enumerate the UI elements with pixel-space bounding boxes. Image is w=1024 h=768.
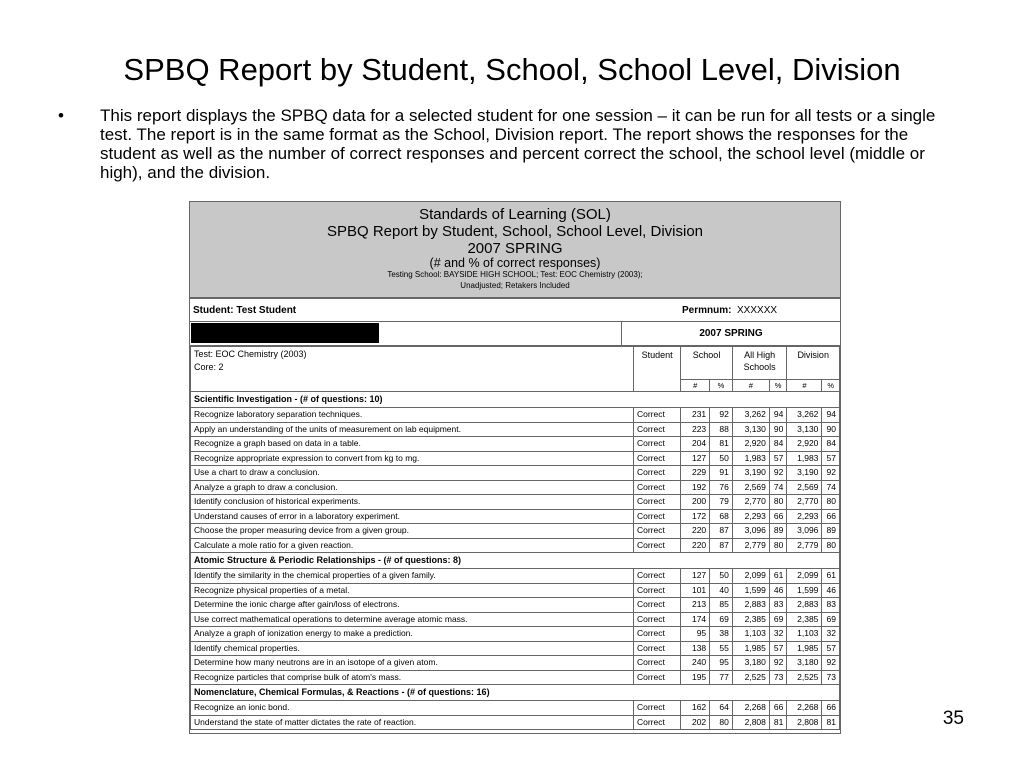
report-header-line3: 2007 SPRING [467, 240, 563, 257]
division-count: 1,985 [787, 641, 822, 656]
division-count: 2,808 [787, 715, 822, 730]
report-header-line4: (# and % of correct responses) [429, 256, 601, 270]
school-percent: 64 [710, 701, 733, 716]
permnum-label: Permnum: [682, 304, 732, 316]
allhigh-count: 1,985 [732, 641, 769, 656]
item-description: Recognize laboratory separation techniques. [191, 408, 634, 423]
division-percent: 57 [822, 451, 840, 466]
school-percent: 85 [710, 598, 733, 613]
student-bar [190, 299, 840, 322]
division-count: 3,096 [787, 524, 822, 539]
report-header [190, 202, 840, 299]
item-description: Use a chart to draw a conclusion. [191, 466, 634, 481]
school-percent: 55 [710, 641, 733, 656]
session-bar [190, 322, 840, 346]
column-header-division: Division [787, 347, 840, 380]
table-row [191, 583, 840, 598]
item-description: Recognize physical properties of a metal. [191, 583, 634, 598]
school-count: 174 [681, 612, 710, 627]
allhigh-count: 3,130 [732, 422, 769, 437]
allhigh-count: 3,096 [732, 524, 769, 539]
allhigh-count: 2,099 [732, 569, 769, 584]
allhigh-count: 2,770 [732, 495, 769, 510]
item-description: Analyze a graph of ionization energy to make a prediction. [191, 627, 634, 642]
school-count: 240 [681, 656, 710, 671]
permnum [682, 305, 777, 316]
student-response: Correct [633, 408, 680, 423]
allhigh-count: 2,779 [732, 538, 769, 553]
table-row [191, 701, 840, 716]
division-percent: 92 [822, 656, 840, 671]
allhigh-count: 2,385 [732, 612, 769, 627]
table-row [191, 641, 840, 656]
item-description: Choose the proper measuring device from a given group. [191, 524, 634, 539]
division-count: 2,099 [787, 569, 822, 584]
test-label: Test: EOC Chemistry (2003) [194, 349, 307, 359]
division-count: 1,103 [787, 627, 822, 642]
allhigh-percent: 90 [769, 422, 787, 437]
division-count: 2,569 [787, 480, 822, 495]
school-count: 202 [681, 715, 710, 730]
student-response: Correct [633, 480, 680, 495]
student-response: Correct [633, 641, 680, 656]
allhigh-percent: 57 [769, 451, 787, 466]
division-percent: 89 [822, 524, 840, 539]
allhigh-percent: 73 [769, 670, 787, 685]
student-response: Correct [633, 495, 680, 510]
column-header-student: Student [633, 347, 680, 392]
school-percent: 92 [710, 408, 733, 423]
allhigh-percent: 92 [769, 466, 787, 481]
slide-number: 35 [942, 708, 964, 729]
division-count: 2,770 [787, 495, 822, 510]
table-row [191, 598, 840, 613]
section-header-row [191, 392, 840, 408]
division-count: 1,983 [787, 451, 822, 466]
item-description: Understand causes of error in a laboratory experiment. [191, 509, 634, 524]
allhigh-count: 1,983 [732, 451, 769, 466]
division-percent: 81 [822, 715, 840, 730]
student-response: Correct [633, 569, 680, 584]
bullet-text: This report displays the SPBQ data for a selected student for one session – it can be run for all tests or a single test. The report is in the same format as the School, Division report. The report shows the responses for the student as well as the number of correct responses and percent correct the school, the school level (middle or high), and the division. [100, 106, 936, 182]
section-header-row [191, 553, 840, 569]
test-info-cell [191, 347, 634, 392]
item-description: Determine how many neutrons are in an isotope of a given atom. [191, 656, 634, 671]
bullet-paragraph [58, 106, 948, 182]
item-description: Identify chemical properties. [191, 641, 634, 656]
table-row [191, 715, 840, 730]
division-percent: 66 [822, 701, 840, 716]
section-header-row [191, 685, 840, 701]
item-description: Recognize particles that comprise bulk of atom's mass. [191, 670, 634, 685]
school-count: 223 [681, 422, 710, 437]
school-count: 204 [681, 437, 710, 452]
table-row [191, 656, 840, 671]
student-response: Correct [633, 715, 680, 730]
allhigh-percent: 69 [769, 612, 787, 627]
student-response: Correct [633, 524, 680, 539]
item-description: Understand the state of matter dictates the rate of reaction. [191, 715, 634, 730]
school-percent: 88 [710, 422, 733, 437]
division-count: 2,920 [787, 437, 822, 452]
allhigh-percent: 80 [769, 495, 787, 510]
division-percent: 66 [822, 509, 840, 524]
division-count: 3,130 [787, 422, 822, 437]
permnum-value: XXXXXX [737, 304, 778, 316]
school-percent: 87 [710, 538, 733, 553]
school-percent: 87 [710, 524, 733, 539]
report-header-line6: Unadjusted; Retakers Included [460, 281, 570, 290]
division-percent: 94 [822, 408, 840, 423]
school-percent: 81 [710, 437, 733, 452]
school-percent: 38 [710, 627, 733, 642]
table-row [191, 422, 840, 437]
subheader-school-num: # [681, 380, 710, 392]
student-response: Correct [633, 509, 680, 524]
table-row [191, 612, 840, 627]
division-count: 1,599 [787, 583, 822, 598]
division-percent: 57 [822, 641, 840, 656]
allhigh-percent: 81 [769, 715, 787, 730]
school-percent: 80 [710, 715, 733, 730]
table-row [191, 569, 840, 584]
division-percent: 90 [822, 422, 840, 437]
table-row [191, 480, 840, 495]
table-row [191, 538, 840, 553]
student-response: Correct [633, 701, 680, 716]
allhigh-count: 2,808 [732, 715, 769, 730]
school-count: 229 [681, 466, 710, 481]
division-percent: 73 [822, 670, 840, 685]
slide-title: SPBQ Report by Student, School, School Level, Division [123, 52, 901, 87]
division-count: 3,180 [787, 656, 822, 671]
student-response: Correct [633, 451, 680, 466]
school-percent: 77 [710, 670, 733, 685]
student-response: Correct [633, 437, 680, 452]
table-row [191, 437, 840, 452]
subheader-division-pct: % [822, 380, 840, 392]
allhigh-percent: 89 [769, 524, 787, 539]
table-row [191, 466, 840, 481]
section-title: Atomic Structure & Periodic Relationships - (# of questions: 8) [191, 553, 840, 569]
table-row [191, 509, 840, 524]
allhigh-count: 2,525 [732, 670, 769, 685]
school-percent: 76 [710, 480, 733, 495]
item-description: Recognize an ionic bond. [191, 701, 634, 716]
allhigh-count: 2,569 [732, 480, 769, 495]
school-count: 101 [681, 583, 710, 598]
item-description: Determine the ionic charge after gain/loss of electrons. [191, 598, 634, 613]
school-count: 220 [681, 538, 710, 553]
school-count: 220 [681, 524, 710, 539]
allhigh-count: 2,293 [732, 509, 769, 524]
school-percent: 91 [710, 466, 733, 481]
student-response: Correct [633, 466, 680, 481]
allhigh-count: 2,268 [732, 701, 769, 716]
division-count: 2,268 [787, 701, 822, 716]
item-description: Calculate a mole ratio for a given reaction. [191, 538, 634, 553]
division-percent: 84 [822, 437, 840, 452]
school-percent: 95 [710, 656, 733, 671]
division-count: 2,385 [787, 612, 822, 627]
division-count: 2,293 [787, 509, 822, 524]
school-count: 127 [681, 569, 710, 584]
allhigh-percent: 94 [769, 408, 787, 423]
allhigh-percent: 66 [769, 701, 787, 716]
item-description: Apply an understanding of the units of measurement on lab equipment. [191, 422, 634, 437]
student-label: Student: Test Student [193, 304, 297, 316]
division-count: 2,525 [787, 670, 822, 685]
allhigh-count: 1,599 [732, 583, 769, 598]
student-response: Correct [633, 598, 680, 613]
school-percent: 50 [710, 451, 733, 466]
division-count: 2,883 [787, 598, 822, 613]
column-header-all-high-schools: All High Schools [732, 347, 787, 380]
division-percent: 61 [822, 569, 840, 584]
allhigh-count: 3,190 [732, 466, 769, 481]
allhigh-percent: 84 [769, 437, 787, 452]
school-count: 195 [681, 670, 710, 685]
item-description: Recognize a graph based on data in a table. [191, 437, 634, 452]
allhigh-percent: 57 [769, 641, 787, 656]
item-description: Recognize appropriate expression to convert from kg to mg. [191, 451, 634, 466]
division-count: 3,262 [787, 408, 822, 423]
allhigh-count: 1,103 [732, 627, 769, 642]
item-description: Analyze a graph to draw a conclusion. [191, 480, 634, 495]
allhigh-count: 3,180 [732, 656, 769, 671]
student-response: Correct [633, 583, 680, 598]
allhigh-percent: 74 [769, 480, 787, 495]
allhigh-percent: 80 [769, 538, 787, 553]
subheader-school-pct: % [710, 380, 733, 392]
item-description: Identify conclusion of historical experiments. [191, 495, 634, 510]
subheader-allhigh-num: # [732, 380, 769, 392]
allhigh-percent: 61 [769, 569, 787, 584]
allhigh-percent: 46 [769, 583, 787, 598]
student-response: Correct [633, 656, 680, 671]
table-header-row [191, 347, 840, 380]
division-percent: 74 [822, 480, 840, 495]
student-response: Correct [633, 422, 680, 437]
school-count: 127 [681, 451, 710, 466]
division-count: 3,190 [787, 466, 822, 481]
bullet-marker: • [58, 106, 64, 125]
division-percent: 46 [822, 583, 840, 598]
allhigh-percent: 66 [769, 509, 787, 524]
item-description: Identify the similarity in the chemical properties of a given family. [191, 569, 634, 584]
results-table [190, 346, 840, 730]
subheader-allhigh-pct: % [769, 380, 787, 392]
report-header-line5: Testing School: BAYSIDE HIGH SCHOOL; Test: EOC Chemistry (2003); [387, 270, 643, 279]
school-percent: 50 [710, 569, 733, 584]
report-header-line1: Standards of Learning (SOL) [419, 206, 611, 223]
school-percent: 68 [710, 509, 733, 524]
student-response: Correct [633, 627, 680, 642]
division-count: 2,779 [787, 538, 822, 553]
division-percent: 83 [822, 598, 840, 613]
report-image [189, 201, 841, 734]
table-row [191, 627, 840, 642]
report-header-line2: SPBQ Report by Student, School, School Level, Division [326, 223, 704, 240]
student-response: Correct [633, 670, 680, 685]
allhigh-count: 2,883 [732, 598, 769, 613]
division-percent: 80 [822, 538, 840, 553]
school-count: 95 [681, 627, 710, 642]
allhigh-percent: 92 [769, 656, 787, 671]
school-count: 162 [681, 701, 710, 716]
column-header-school: School [681, 347, 732, 380]
division-percent: 92 [822, 466, 840, 481]
school-percent: 69 [710, 612, 733, 627]
table-row [191, 451, 840, 466]
division-percent: 32 [822, 627, 840, 642]
subheader-division-num: # [787, 380, 822, 392]
division-percent: 80 [822, 495, 840, 510]
school-count: 192 [681, 480, 710, 495]
allhigh-count: 2,920 [732, 437, 769, 452]
school-count: 200 [681, 495, 710, 510]
section-title: Nomenclature, Chemical Formulas, & Reactions - (# of questions: 16) [191, 685, 840, 701]
session-label: 2007 SPRING [621, 322, 840, 345]
school-count: 172 [681, 509, 710, 524]
school-count: 231 [681, 408, 710, 423]
redaction-box [191, 323, 379, 343]
table-row [191, 495, 840, 510]
table-row [191, 524, 840, 539]
student-response: Correct [633, 538, 680, 553]
core-label: Core: 2 [194, 362, 224, 372]
allhigh-percent: 83 [769, 598, 787, 613]
allhigh-count: 3,262 [732, 408, 769, 423]
school-count: 138 [681, 641, 710, 656]
division-percent: 69 [822, 612, 840, 627]
table-row [191, 670, 840, 685]
section-title: Scientific Investigation - (# of questions: 10) [191, 392, 840, 408]
school-count: 213 [681, 598, 710, 613]
school-percent: 40 [710, 583, 733, 598]
student-response: Correct [633, 612, 680, 627]
school-percent: 79 [710, 495, 733, 510]
allhigh-percent: 32 [769, 627, 787, 642]
table-row [191, 408, 840, 423]
item-description: Use correct mathematical operations to determine average atomic mass. [191, 612, 634, 627]
